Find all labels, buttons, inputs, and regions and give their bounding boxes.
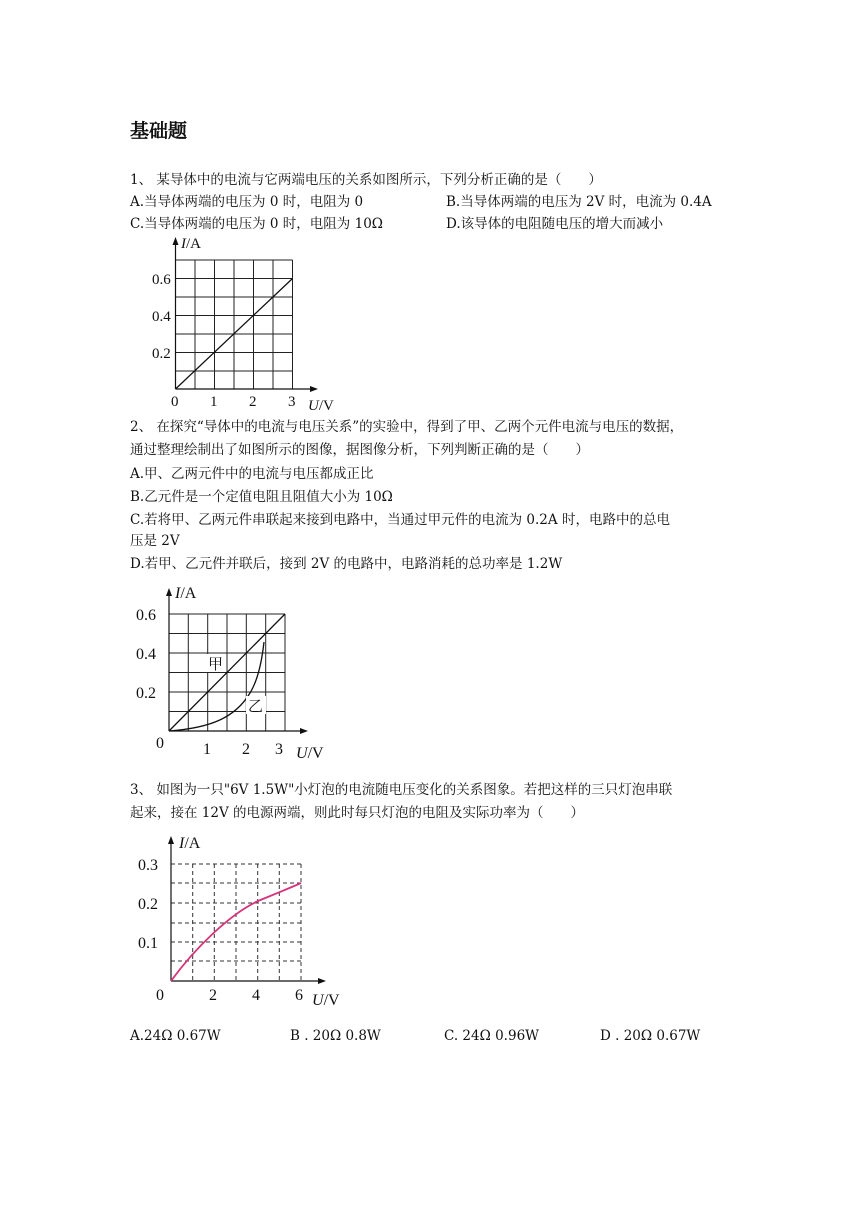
q3-axes bbox=[168, 836, 326, 984]
q3-stem-line2: 起来，接在 12V 的电源两端，则此时每只灯泡的电阻及实际功率为（ ） bbox=[130, 805, 585, 821]
q3-graph bbox=[130, 828, 360, 1008]
q3-ytick-02: 0.2 bbox=[138, 896, 158, 913]
q2-stem-line1: 2、 在探究“导体中的电流与电压关系”的实验中，得到了甲、乙两个元件电流与电压的数据， bbox=[130, 419, 684, 435]
q2-option-c-line1: C.若将甲、乙两元件串联起来接到电路中，当通过甲元件的电流为 0.2A 时，电路中的总电 bbox=[130, 512, 670, 528]
q3-ytick-01: 0.1 bbox=[138, 935, 158, 952]
q1-grid bbox=[176, 260, 293, 389]
q2-xtick-2: 2 bbox=[242, 741, 250, 758]
q1-xlabel: U/V bbox=[308, 398, 334, 414]
q1-stem: 1、 某导体中的电流与它两端电压的关系如图所示，下列分析正确的是（ ） bbox=[130, 172, 602, 188]
q1-option-a: A.当导体两端的电压为 0 时，电阻为 0 bbox=[130, 194, 364, 210]
q3-ytick-03: 0.3 bbox=[138, 857, 158, 874]
q2-ylabel: I/A bbox=[175, 585, 197, 602]
q1-option-c: C.当导体两端的电压为 0 时，电阻为 10Ω bbox=[130, 216, 383, 232]
q2-option-d: D.若甲、乙元件并联后，接到 2V 的电路中，电路消耗的总功率是 1.2W bbox=[130, 556, 563, 572]
q1-xtick-0: 0 bbox=[171, 394, 179, 410]
q1-graph bbox=[140, 232, 340, 414]
q2-option-c-line2: 压是 2V bbox=[130, 533, 180, 549]
q2-ytick-02: 0.2 bbox=[136, 685, 156, 702]
q2-graph bbox=[130, 578, 350, 766]
q1-ylabel: I/A bbox=[181, 236, 201, 252]
q2-label-yi: 乙 bbox=[248, 699, 264, 715]
q3-xtick-0: 0 bbox=[156, 987, 164, 1004]
q1-xtick-3: 3 bbox=[288, 394, 296, 410]
q3-option-d: D . 20Ω 0.67W bbox=[600, 1028, 701, 1044]
q3-option-a: A.24Ω 0.67W bbox=[130, 1028, 221, 1044]
q3-xtick-4: 4 bbox=[252, 987, 260, 1004]
q1-ytick-02: 0.2 bbox=[152, 346, 171, 362]
q2-label-jia: 甲 bbox=[208, 657, 224, 673]
q3-ylabel: I/A bbox=[179, 835, 201, 852]
q2-ytick-06: 0.6 bbox=[136, 607, 156, 624]
q2-ytick-04: 0.4 bbox=[136, 646, 156, 663]
q3-option-c: C. 24Ω 0.96W bbox=[444, 1028, 540, 1044]
q3-xtick-2: 2 bbox=[209, 987, 217, 1004]
q1-option-d: D.该导体的电阻随电压的增大而减小 bbox=[446, 216, 664, 232]
q2-stem-line2: 通过整理绘制出了如图所示的图像，据图像分析，下列判断正确的是（ ） bbox=[130, 442, 589, 458]
q3-data-curve bbox=[171, 883, 301, 981]
q2-option-b: B.乙元件是一个定值电阻且阻值大小为 10Ω bbox=[130, 489, 393, 505]
q1-xtick-1: 1 bbox=[210, 394, 218, 410]
q2-option-a: A.甲、乙两元件中的电流与电压都成正比 bbox=[130, 466, 374, 482]
q3-dashed-grid bbox=[171, 864, 301, 981]
q3-stem-line1: 3、 如图为一只"6V 1.5W"小灯泡的电流随电压变化的关系图象。若把这样的三只灯泡串联 bbox=[130, 782, 673, 798]
q3-xlabel: U/V bbox=[312, 992, 340, 1008]
q1-xtick-2: 2 bbox=[249, 394, 257, 410]
section-title: 基础题 bbox=[130, 120, 188, 142]
q1-option-b: B.当导体两端的电压为 2V 时，电流为 0.4A bbox=[446, 194, 712, 210]
q2-xtick-1: 1 bbox=[203, 741, 211, 758]
q2-xlabel: U/V bbox=[296, 745, 324, 762]
q3-xtick-6: 6 bbox=[295, 987, 303, 1004]
q1-ytick-04: 0.4 bbox=[152, 309, 171, 325]
q2-xtick-0: 0 bbox=[156, 735, 164, 752]
q1-ytick-06: 0.6 bbox=[152, 272, 171, 288]
q3-option-b: B . 20Ω 0.8W bbox=[290, 1028, 381, 1044]
q2-xtick-3: 3 bbox=[275, 741, 283, 758]
